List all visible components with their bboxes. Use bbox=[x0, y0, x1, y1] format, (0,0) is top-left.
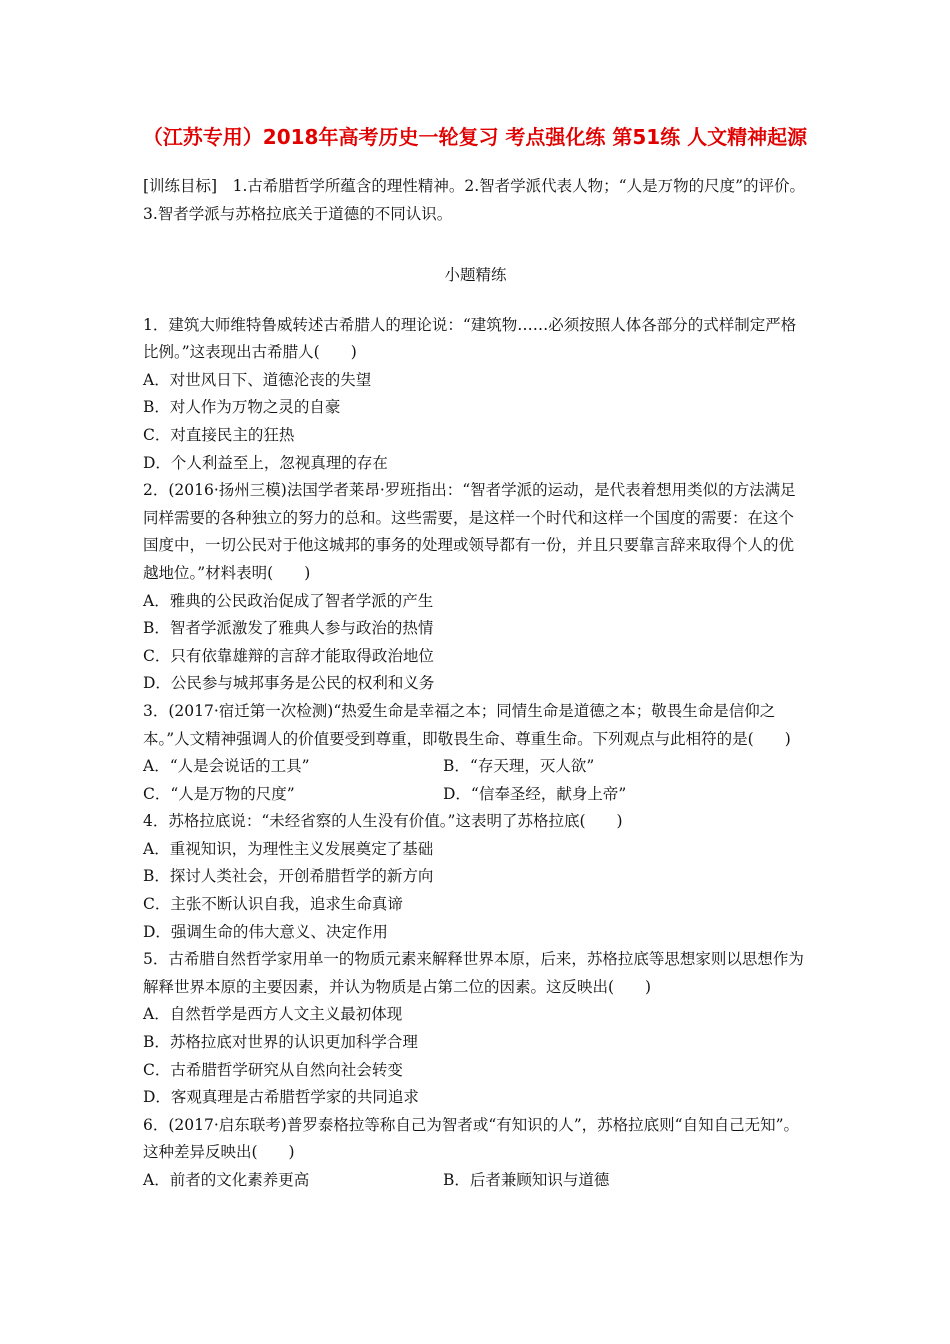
option: D．客观真理是古希腊哲学家的共同追求 bbox=[143, 1088, 419, 1107]
option-row bbox=[143, 781, 808, 809]
option: D．公民参与城邦事务是公民的权利和义务 bbox=[143, 674, 435, 693]
option: A．雅典的公民政治促成了智者学派的产生 bbox=[143, 591, 434, 610]
option: D．“信奉圣经，献身上帝” bbox=[443, 784, 627, 803]
question-stem: 2．(2016·扬州三模)法国学者莱昂·罗班指出：“智者学派的运动，是代表着想用类似的方法满足同样需要的各种独立的努力的总和。这些需要，是这样一个时代和这样一个国度的需要：在这个国度中，一切公民对于他这城邦的事务的处理或领导都有一份，并且只要靠言辞来取得个人的优越地位。”材料表明( ) bbox=[143, 481, 796, 582]
option: B．后者兼顾知识与道德 bbox=[443, 1171, 610, 1189]
option: B．“存天理，灭人欲” bbox=[443, 757, 595, 776]
question-stem: 4．苏格拉底说：“未经省察的人生没有价值。”这表明了苏格拉底( ) bbox=[143, 812, 623, 831]
option: C．主张不断认识自我，追求生命真谛 bbox=[143, 895, 403, 914]
option: A．对世风日下、道德沦丧的失望 bbox=[143, 370, 372, 389]
option-row bbox=[143, 753, 808, 781]
question-stem: 6．(2017·启东联考)普罗泰格拉等称自己为智者或“有知识的人”，苏格拉底则“自知自己无知”。这种差异反映出( ) bbox=[143, 1115, 800, 1162]
option: B．智者学派激发了雅典人参与政治的热情 bbox=[143, 619, 434, 638]
document-title: （江苏专用）2018年高考历史一轮复习 考点强化练 第51练 人文精神起源 bbox=[142, 125, 808, 149]
option: B．对人作为万物之灵的自豪 bbox=[143, 398, 341, 417]
option: A．“人是会说话的工具” bbox=[143, 757, 310, 776]
section-title: 小题精练 bbox=[444, 266, 507, 284]
option: B．探讨人类社会，开创希腊哲学的新方向 bbox=[143, 867, 434, 886]
option: A．重视知识，为理性主义发展奠定了基础 bbox=[143, 839, 434, 858]
option: A．前者的文化素养更高 bbox=[143, 1171, 310, 1189]
option-row bbox=[143, 1167, 808, 1195]
question-stem: 5．古希腊自然哲学家用单一的物质元素来解释世界本原，后来，苏格拉底等思想家则以思想作为解释世界本原的主要因素，并认为物质是占第二位的因素。这反映出( ) bbox=[143, 950, 804, 996]
option: C．对直接民主的狂热 bbox=[143, 425, 295, 444]
question-stem: 3．(2017·宿迁第一次检测)“热爱生命是幸福之本；同情生命是道德之本；敬畏生命是信仰之本。”人文精神强调人的价值要受到尊重，即敬畏生命、尊重生命。下列观点与此相符的是( ) bbox=[143, 701, 791, 748]
option: D．个人利益至上，忽视真理的存在 bbox=[143, 453, 388, 472]
training-goal: [训练目标] 1.古希腊哲学所蕴含的理性精神。2.智者学派代表人物；“人是万物的尺度”的评价。3.智者学派与苏格拉底关于道德的不同认识。 bbox=[143, 177, 806, 223]
question-stem: 1．建筑大师维特鲁威转述古希腊人的理论说：“建筑物……必须按照人体各部分的式样制定严格比例。”这表现出古希腊人( ) bbox=[143, 315, 797, 362]
option: A．自然哲学是西方人文主义最初体现 bbox=[143, 1005, 403, 1024]
option: D．强调生命的伟大意义、决定作用 bbox=[143, 922, 388, 941]
option: C．古希腊哲学研究从自然向社会转变 bbox=[143, 1060, 403, 1079]
option: C．只有依靠雄辩的言辞才能取得政治地位 bbox=[143, 646, 434, 665]
option: C．“人是万物的尺度” bbox=[143, 784, 295, 803]
option: B．苏格拉底对世界的认识更加科学合理 bbox=[143, 1033, 418, 1052]
document-body bbox=[143, 172, 808, 1195]
